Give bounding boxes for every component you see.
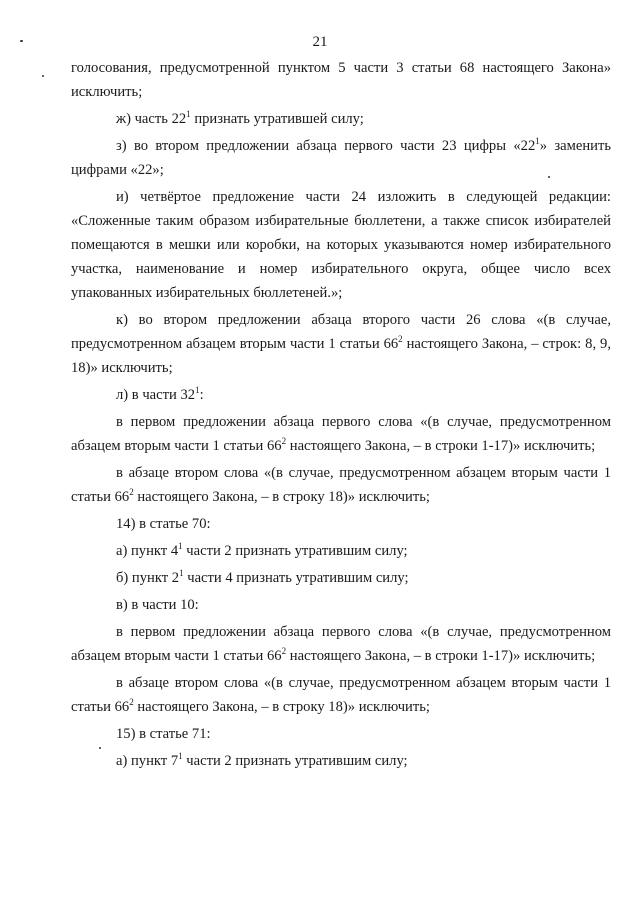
paragraph [71,56,611,104]
text-run: части 4 признать утратившим силу; [183,570,409,586]
scan-speck [20,40,23,42]
text-run: настоящего Закона, – в строки 1-17)» исключить; [286,648,596,664]
text-run: части 2 признать утратившим силу; [182,543,408,559]
paragraph [71,134,611,182]
text-run: а) пункт 4 [116,543,179,559]
text-run: настоящего Закона, – в строки 1-17)» исключить; [286,438,596,454]
text-run: л) в части 32 [116,387,196,403]
paragraph [71,671,611,719]
paragraph [71,107,611,131]
text-run: » заменить цифрами «22»; [71,138,612,178]
superscript-index: 1 [186,109,191,119]
text-run: голосования, предусмотренной пунктом 5 части 3 статьи 68 настоящего Закона» исключить; [71,60,611,100]
paragraph [71,308,611,380]
text-run: к) во втором предложении абзаца второго части 26 слова «(в случае, предусмотренном абзацем вторым части 1 статьи 66 [71,312,611,352]
text-run: ж) часть 22 [116,111,187,127]
document-body [71,56,611,776]
paragraph [71,512,611,536]
paragraph [71,185,611,305]
superscript-index: 2 [281,436,287,446]
paragraph [71,461,611,509]
paragraph [71,722,611,746]
superscript-index: 1 [535,136,540,146]
superscript-index: 2 [398,334,403,344]
superscript-index: 2 [129,697,134,707]
text-run: з) во втором предложении абзаца первого части 23 цифры «22 [116,138,536,154]
text-run: : [199,387,204,403]
text-run: в абзаце втором слова «(в случае, предусмотренном абзацем вторым части 1 статьи 66 [71,465,611,505]
text-run: 14) в статье 70: [116,516,211,532]
paragraph [71,410,611,458]
paragraph [71,539,611,563]
page-number: 21 [312,34,328,50]
superscript-index: 1 [179,568,184,578]
superscript-index: 1 [178,751,183,761]
text-run: б) пункт 2 [116,570,180,586]
superscript-index: 2 [129,487,134,497]
paragraph [71,593,611,617]
text-run: а) пункт 7 [116,753,179,769]
text-run: части 2 признать утратившим силу; [182,753,408,769]
text-run: в первом предложении абзаца первого слова «(в случае, предусмотренном абзацем вторым части 1 статьи 66 [71,624,611,664]
superscript-index: 2 [281,646,287,656]
paragraph [71,749,611,773]
text-run: и) четвёртое предложение части 24 изложить в следующей редакции: «Сложенные таким образом избирательные бюллетени, а также список избирателей помещаются в мешки или коробки, на которых указываются номер избирательного участка, наименование и номер избирательного округа, общее число всех упакованных избирательных бюллетеней.»; [71,189,611,301]
scan-speck [42,75,44,77]
paragraph [71,566,611,590]
text-run: 15) в статье 71: [116,726,211,742]
text-run: настоящего Закона, – строк: 8, 9, 18)» исключить; [71,336,611,376]
text-run: в первом предложении абзаца первого слова «(в случае, предусмотренном абзацем вторым части 1 статьи 66 [71,414,611,454]
paragraph [71,620,611,668]
text-run: в) в части 10: [116,597,199,613]
text-run: признать утратившей силу; [190,111,364,127]
superscript-index: 1 [195,385,200,395]
paragraph [71,383,611,407]
text-run: настоящего Закона, – в строку 18)» исключить; [133,699,430,715]
text-run: в абзаце втором слова «(в случае, предусмотренном абзацем вторым части 1 статьи 66 [71,675,611,715]
text-run: настоящего Закона, – в строку 18)» исключить; [133,489,430,505]
superscript-index: 1 [178,541,183,551]
